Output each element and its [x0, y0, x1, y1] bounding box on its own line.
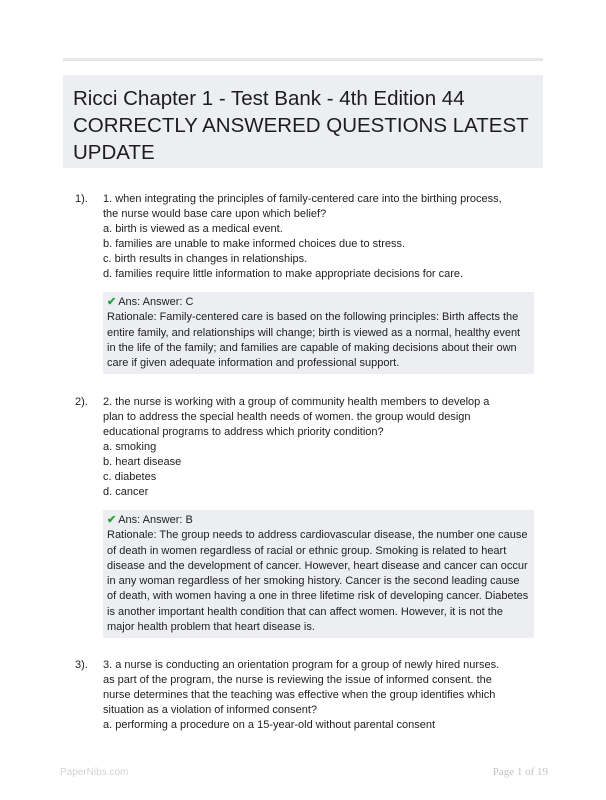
option-b: b. heart disease: [103, 456, 182, 468]
answer-panel-2: [103, 510, 534, 638]
question-body: [103, 658, 513, 733]
answer-panel-1: [103, 292, 534, 374]
checkmark-icon: ✔: [107, 296, 117, 308]
top-divider: [63, 58, 543, 61]
footer-site: PaperNibs.com: [60, 767, 129, 778]
answer-heading: [107, 295, 530, 310]
title-banner: [63, 75, 543, 168]
document-title: Ricci Chapter 1 - Test Bank - 4th Edition 44 CORRECTLY ANSWERED QUESTIONS LATEST UPDATE: [73, 87, 529, 164]
answer-text: Ans: Answer: B: [118, 514, 193, 526]
option-a: a. birth is viewed as a medical event.: [103, 223, 283, 235]
question-stem: 3. a nurse is conducting an orientation program for a group of newly hired nurses. as part of the program, the nurse is reviewing the issue of informed consent. the nurse determines that the teaching was effective when the group identifies which situation as a violation of informed consent?: [103, 659, 500, 716]
page-number: Page 1 of 19: [492, 766, 548, 778]
checkmark-icon: ✔: [107, 514, 117, 526]
rationale-text: Rationale: Family-centered care is based on the following principles: Birth affects the entire family, and relationships will change; birth is viewed as a normal, healthy event in the life of the family; and families are capable of making decisions about their own care if given adequate information and professional support.: [107, 311, 521, 370]
option-b: b. families are unable to make informed choices due to stress.: [103, 238, 406, 250]
question-stem: 2. the nurse is working with a group of community health members to develop a plan to address the special health needs of women. the group would design educational programs to address which priority condition?: [103, 396, 490, 438]
option-d: d. families require little information to make appropriate decisions for care.: [103, 268, 464, 280]
question-body: [103, 192, 513, 282]
option-c: c. birth results in changes in relationships.: [103, 253, 308, 265]
option-d: d. cancer: [103, 486, 149, 498]
answer-text: Ans: Answer: C: [118, 296, 194, 308]
answer-heading: [107, 513, 530, 528]
option-a: a. smoking: [103, 441, 157, 453]
question-body: [103, 395, 513, 500]
question-number: 2).: [75, 396, 88, 408]
rationale-text: Rationale: The group needs to address cardiovascular disease, the number one cause of death in women regardless of racial or ethnic group. Smoking is related to heart disease and the development of cancer. However, heart disease and cancer can occur in any woman regardless of her smoking history. Cancer is the second leading cause of death, with women having a one in three lifetime risk of developing cancer. Diabetes is another important health condition that can affect women. However, it is not the major health problem that heart disease is.: [107, 529, 529, 634]
question-number: 1).: [75, 193, 88, 205]
option-a: a. performing a procedure on a 15-year-old without parental consent: [103, 719, 436, 731]
option-c: c. diabetes: [103, 471, 157, 483]
question-number: 3).: [75, 659, 88, 671]
question-stem: 1. when integrating the principles of family-centered care into the birthing process, the nurse would base care upon which belief?: [103, 193, 502, 220]
